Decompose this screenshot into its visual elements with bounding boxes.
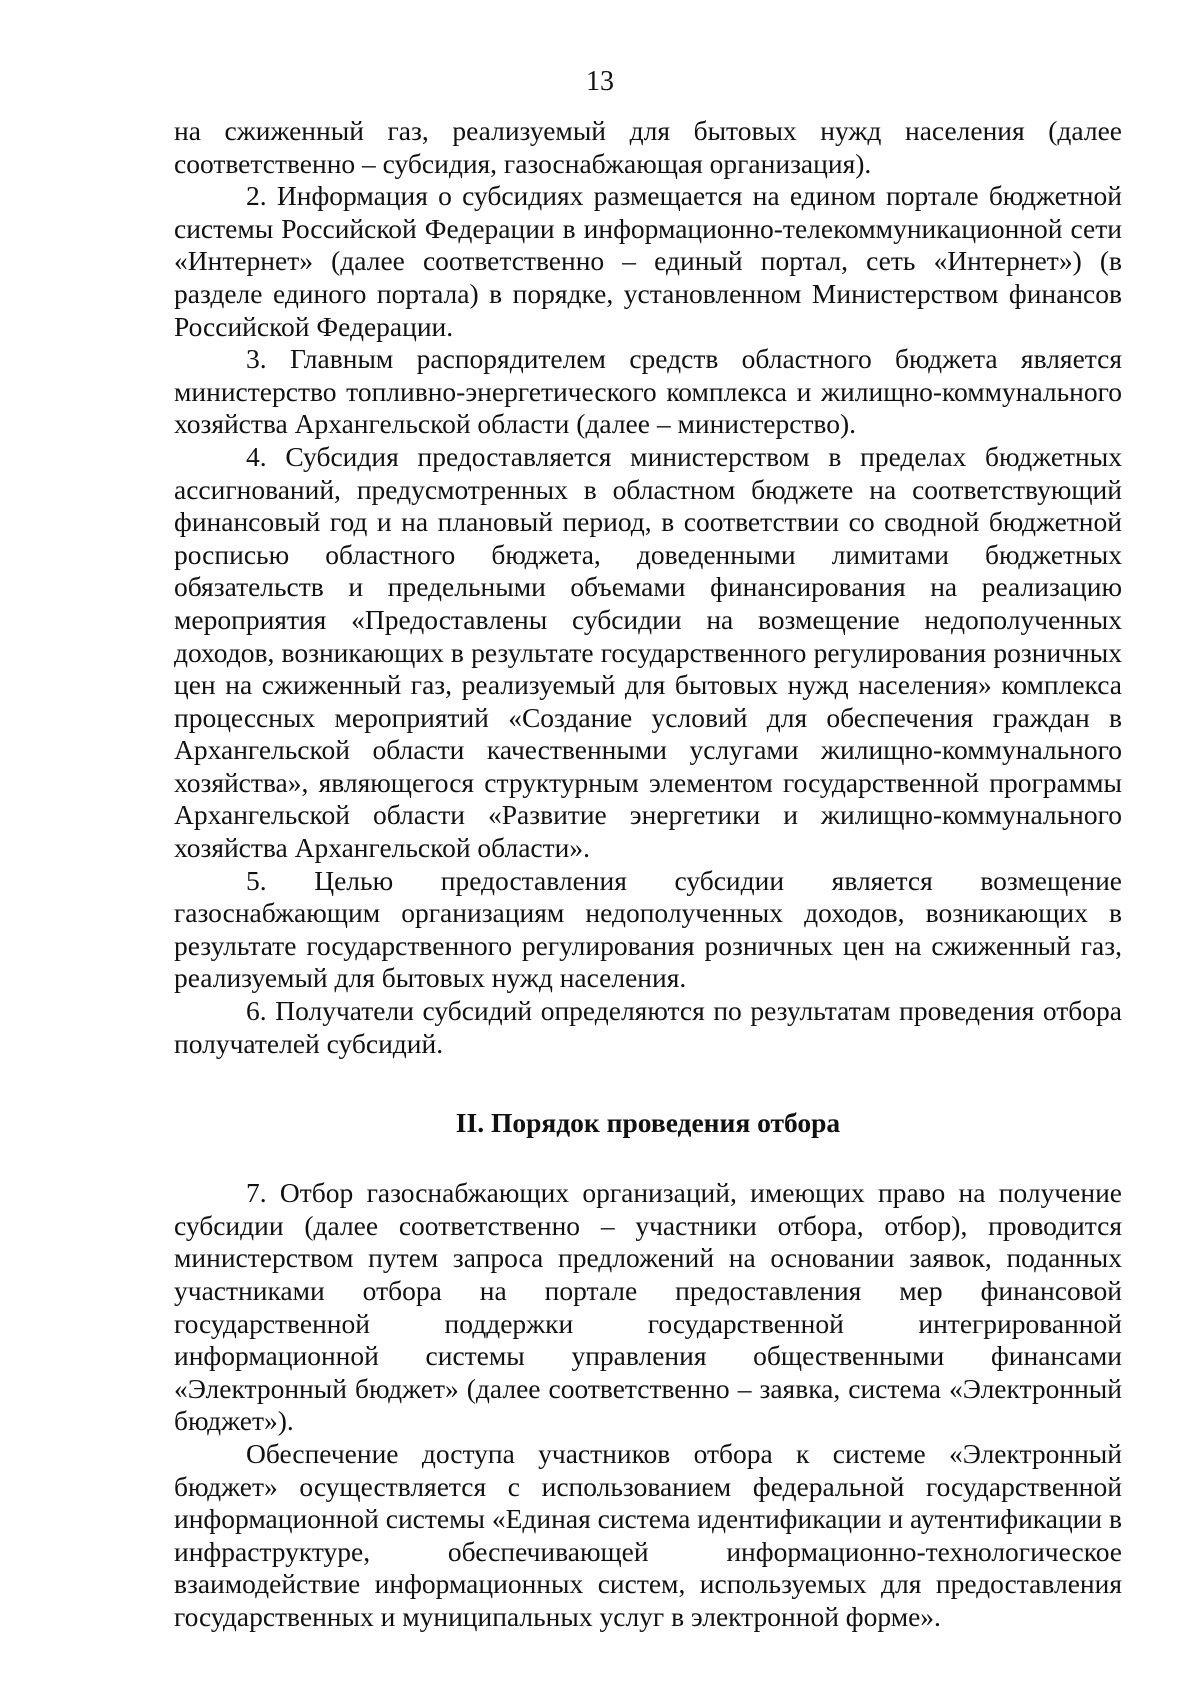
paragraph-5-purpose: 5. Целью предоставления субсидии является возмещение газоснабжающим организациям недополученных доходов, возникающих в результате государственного регулирования розничных цен на сжиженный газ, реализуемый для бытовых нужд населения. (174, 864, 1122, 994)
paragraph-4-subsidy-provision: 4. Субсидия предоставляется министерством в пределах бюджетных ассигнований, предусмотренных в областном бюджете на соответствующий финансовый год и на плановый период, в соответствии со сводной бюджетной росписью областного бюджета, доведенными лимитами бюджетных обязательств и предельными объемами финансирования на реализацию мероприятия «Предоставлены субсидии на возмещение недополученных доходов, возникающих в результате государственного регулирования розничных цен на сжиженный газ, реализуемый для бытовых нужд населения» комплекса процессных мероприятий «Создание условий для обеспечения граждан в Архангельской области качественными услугами жилищно-коммунального хозяйства», являющегося структурным элементом государственной программы Архангельской области «Развитие энергетики и жилищно-коммунального хозяйства Архангельской области». (174, 440, 1122, 864)
paragraph-6-recipients: 6. Получатели субсидий определяются по результатам проведения отбора получателей субсидий. (174, 995, 1122, 1059)
paragraph-7-selection: 7. Отбор газоснабжающих организаций, имеющих право на получение субсидии (далее соответственно – участники отбора, отбор), проводится министерством путем запроса предложений на основании заявок, поданных участниками отбора на портале предоставления мер финансовой государственной поддержки государственной интегрированной информационной системы управления общественными финансами «Электронный бюджет» (далее соответственно – заявка, система «Электронный бюджет»). (174, 1177, 1122, 1437)
page-number: 13 (586, 66, 614, 97)
document-body (174, 115, 1122, 1634)
paragraph-continuation: на сжиженный газ, реализуемый для бытовых нужд населения (далее соответственно – субсидия, газоснабжающая организация). (174, 115, 1122, 179)
paragraph-access: Обеспечение доступа участников отбора к системе «Электронный бюджет» осуществляется с использованием федеральной государственной информационной системы «Единая система идентификации и аутентификации в инфраструктуре, обеспечивающей информационно-технологическое взаимодействие информационных систем, используемых для предоставления государственных и муниципальных услуг в электронной форме». (174, 1437, 1122, 1632)
paragraph-2-information: 2. Информация о субсидиях размещается на едином портале бюджетной системы Российской Федерации в информационно-телекоммуникационной сети «Интернет» (далее соответственно – единый портал, сеть «Интернет») (в разделе единого портала) в порядке, установленном Министерством финансов Российской Федерации. (174, 180, 1122, 342)
paragraph-3-main-manager: 3. Главным распорядителем средств областного бюджета является министерство топливно-энергетического комплекса и жилищно-коммунального хозяйства Архангельской области (далее – министерство). (174, 343, 1122, 440)
section-heading: II. Порядок проведения отбора (455, 1107, 841, 1139)
